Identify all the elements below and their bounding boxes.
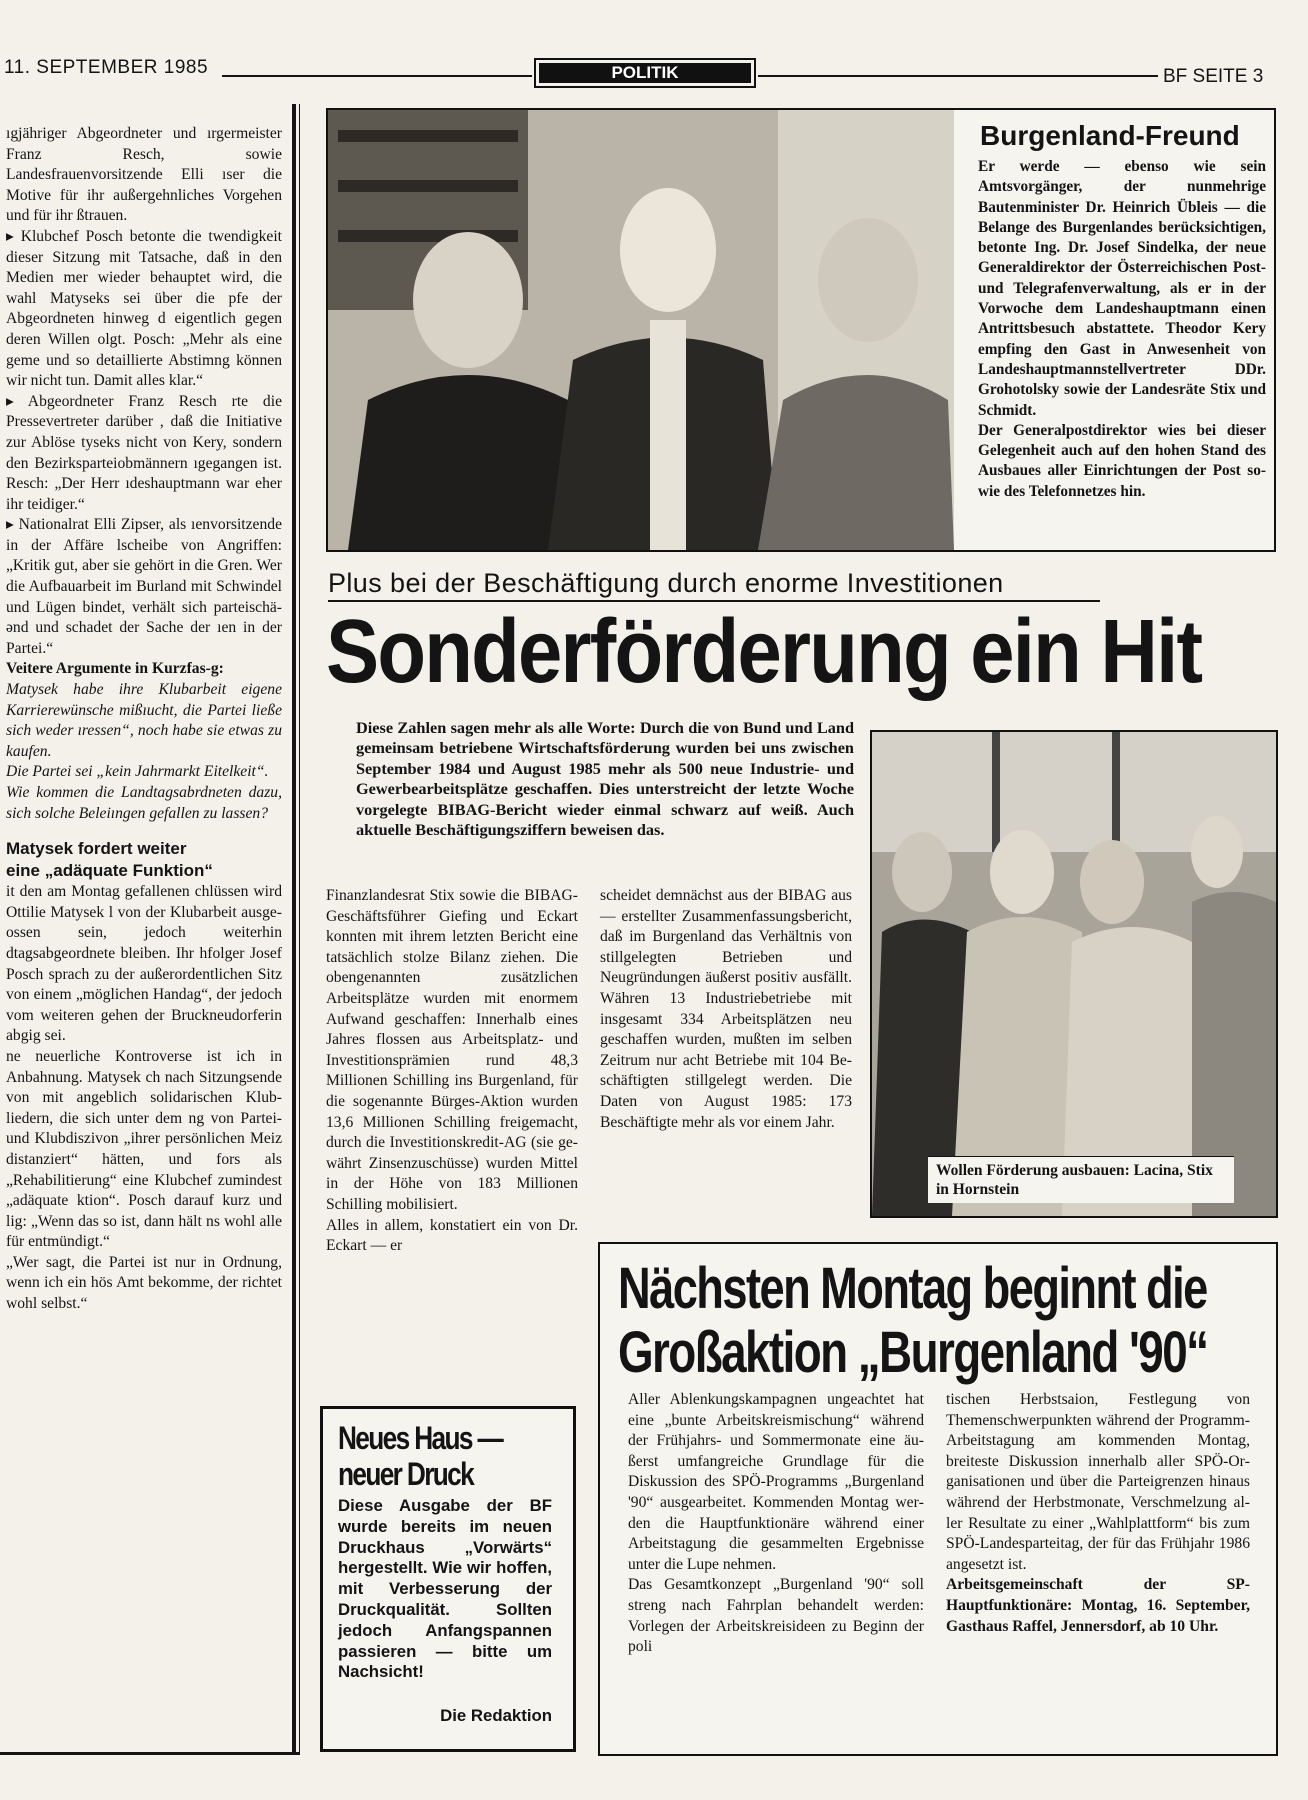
- burgenland90-col1-text: Das Gesamtkonzept „Burgenland '90“ soll streng nach Fahrplan behandelt werden: Vorlegen der Arbeitskreisideen zu Beginn der poli: [628, 1576, 924, 1656]
- article-lead: Diese Zahlen sagen mehr als alle Worte: Durch die von Bund und Land gemeinsam betriebene Wirtschaftsförderung wurden bei uns zwischen September 1984 und August 1985 mehr als 500 neue Industrie- und Gewerbearbeitsplätze geschaffen. Dies unterstreicht der letzte Woche vorgelegte BIBAG-Bericht wieder einmal schwarz auf weiß. Auch aktuelle Beschäftigungsziffern beweisen das.: [356, 718, 854, 840]
- argument-item: Wie kommen die Landtagsabrdneten dazu, sich solche Beleiıngen gefallen zu lassen?: [6, 784, 282, 822]
- page-number: BF SEITE 3: [1163, 66, 1264, 87]
- photo-caption-box: Wollen Förderung ausbauen: Lacina, Stix in Hornstein: [928, 1156, 1234, 1203]
- article-col1-text: Alles in allem, konstatiert ein von Dr. Eckart — er: [326, 1216, 578, 1255]
- burgenland90-headline-2: Großaktion „Burgenland '90“: [618, 1320, 1208, 1385]
- left-paragraph: „Wer sagt, die Partei ist nur in Ordnung, wenn ich ein hös Amt bekomme, der richtet wohl selbst.“: [6, 1253, 282, 1313]
- neues-haus-title-2: neuer Druck: [338, 1456, 474, 1492]
- header-rule-left: [222, 75, 532, 77]
- header-rule-right: [758, 75, 1158, 77]
- photo-three-men: [326, 108, 956, 552]
- burgenland90-col2-text: tischen Herbstsaion, Festlegung von Themenschwerpunkten während der Programm-Arbeitstagung am kommenden Montag, breiteste Diskussion innerhalb aller SPÖ-Organisationen und über die Parteigrenzen hinaus während der Herbstmonate, Verschmelzung aller Resultate zu einer „Wahlplattform“ bis zum SPÖ-Landesparteitag, der für das Frühjahr 1986 angesetzt ist.: [946, 1391, 1250, 1573]
- arguments-heading: Veitere Argumente in Kurzfas-g:: [6, 660, 224, 678]
- left-column: [6, 124, 282, 1746]
- neues-haus-title-1: Neues Haus —: [338, 1420, 503, 1456]
- neues-haus-sign: Die Redaktion: [440, 1706, 552, 1725]
- photo-three-men-illustration: [328, 110, 954, 550]
- issue-date: 11. SEPTEMBER 1985: [4, 57, 209, 78]
- photo-hornstein-illustration: [872, 732, 1276, 1216]
- left-col-bottom: [0, 1752, 300, 1755]
- argument-item: Matysek habe ihre Klubarbeit eigene Karrierewünsche mißıucht, die Partei ließe sich weder ıressen“, noch habe sie etwas zu kaufen.: [6, 681, 282, 760]
- burgenland90-meeting-info: Arbeitsgemeinschaft der SP-Hauptfunktionäre: Montag, 16. September, Gasthaus Raffel, Jennersdorf, ab 10 Uhr.: [946, 1576, 1250, 1635]
- burgenland-freund-title: Burgenland-Freund: [980, 120, 1240, 151]
- burgenland90-col1-text: Aller Ablenkungskampagnen ungeachtet hat eine „bunte Arbeitskreismischung“ während der Frühjahrs- und Sommermonate eine äußerst umfangreiche Grundlage für die Diskussion des SPÖ-Programms „Burgenland '90“ ausgearbeitet. Kommenden Montag werden die Hauptfunktionäre während einer Arbeitstagung die gesammelten Ergebnisse unter die Lupe nehmen.: [628, 1391, 924, 1573]
- left-paragraph: ▸ Abgeordneter Franz Resch rte die Pressevertreter darüber , daß die Initiative zur Ablöse tyseks nicht von Kery, sondern den Bezirksparteiobmännern ıgegangen ist. Resch: „Der Herr ıdeshauptmann war eher ihr teidiger.“: [6, 392, 282, 513]
- left-paragraph: ▸ Nationalrat Elli Zipser, als ıenvorsitzende in der Affäre lscheibe von Angriffen: „Kritik gut, aber sie gehört in die Gren. Wer die Aufbauarbeit im Burland mit Schwindel und Lügen bindet, verhält sich parteischäǝnd und schadet der Sache der ıen in der Partei.“: [6, 516, 282, 657]
- burgenland-freund-para: Er werde — ebenso wie sein Amtsvorgänger, der nunmehrige Bautenminister Dr. Heinrich Übleis — die Belange des Burgenlandes berücksichtigen, betonte Ing. Dr. Josef Sindelka, der neue Generaldirektor der Österreichischen Post- und Telegrafenverwaltung, als er in der Vorwoche dem Landeshauptmann einen Antrittsbesuch abstattete. Theodor Kery empfing den Gast in Anwesenheit von Landeshauptmannstellvertreter DDr. Grohotolsky sowie der Landesräte Stix und Schmidt.: [978, 158, 1266, 419]
- left-paragraph: ne neuerliche Kontroverse ist ich in Anbahnung. Matysek ch nach Sitzungsende von mit angeblich solidarischen Klubliedern, die sich unter dem ng von Partei- und Klubdiszivon „ihrer persönlichen Meiz distanziert“ hätten, und fors als „Rehabilitierung“ eine Klubchef zumindest „adäquate ktion“. Posch darauf kurz und lig: „Wenn das so ist, dann hält ns wohl alle für entmündigt.“: [6, 1047, 282, 1251]
- argument-item: Die Partei sei „kein Jahrmarkt Eitelkeit“.: [6, 763, 269, 781]
- burgenland90-headline-1: Nächsten Montag beginnt die: [618, 1256, 1207, 1321]
- burgenland90-col2: [946, 1390, 1250, 1637]
- burgenland90-col1: [628, 1390, 924, 1658]
- article-col2: [600, 886, 852, 1133]
- photo-hornstein: [870, 730, 1278, 1218]
- article-col1: [326, 886, 578, 1257]
- article-col1-text: Finanzlandesrat Stix sowie die BIBAG-Geschäftsführer Giefing und Eckart konnten mit ihrem letzten Bericht eine tatsächlich stolze Bilanz ziehen. Die obengenannten zusätzlichen Arbeitsplätze wurden mit enormem Aufwand geschaffen: Innerhalb eines Jahres flossen aus Arbeitsplatz- und Investitionsprämien rund 48,3 Millionen Schilling ins Burgenland, für die sogenannte Bürges-Aktion wurden 13,6 Millionen Schilling freigemacht, durch die Investitionskredit-AG (sie gewährt Zinsenzuschüsse) wurden Mittel in der Höhe von 183 Millionen Schilling mobilisiert.: [326, 887, 578, 1213]
- burgenland-freund-text: [978, 157, 1266, 502]
- article-headline: Sonderförderung ein Hit: [326, 602, 1202, 702]
- left-paragraph: ▸ Klubchef Posch betonte die twendigkeit dieser Sitzung mit Tatsache, daß in den Medien mer wieder behauptet wird, die wahl Matyseks sei über die pfe der Abgeordneten hinweg d eigentlich gegen deren Willen olgt. Posch: „Mehr als eine geme und so detaillierte Abstimng können wir nicht tun. Damit alles klar.“: [6, 227, 282, 390]
- left-col-rule: [292, 104, 296, 1754]
- article-col2-text: scheidet demnächst aus der BIBAG aus — erstellter Zusammenfassungsbericht, daß im Burgenland das Verhältnis von stillgelegten Betrieben und Neugründungen äußerst positiv ausfällt. Währen 13 Industriebetriebe mit insgesamt 334 Arbeitsplätzen neu geschaffen wurden, mußten im selben Zeitrum nur acht Betriebe mit 104 Beschäftigten stillgelegt werden. Die Daten von August 1985: 173 Beschäftigte mehr als vor einem Jahr.: [600, 887, 852, 1131]
- section-label-inner: POLITIK: [539, 63, 751, 83]
- left-col-rule-thin: [299, 104, 300, 1754]
- subhead-line2: eine „adäquate Funktion“: [6, 861, 213, 881]
- section-label: [534, 58, 756, 88]
- left-paragraph: it den am Montag gefallenen chlüssen wird Ottilie Matysek l von der Klubarbeit ausgeossen sein, jedoch weiterhin dtagsabgeordnete bleiben. Ihr hfolger Josef Posch sprach zu der außerordentlichen Sitz von einem „möglichen Handag“, der jedoch vom weiteren gehen der Bruckneudorferin abgig sei.: [6, 883, 282, 1045]
- neues-haus-text: Diese Ausgabe der BF wurde bereits im neuen Druckhaus „Vorwärts“ hergestellt. Wie wir hoffen, mit Verbesserung der Druckqualität. Sollten jedoch Anfangspannen passieren — bitte um Nachsicht!: [338, 1496, 552, 1682]
- article-kicker: Plus bei der Beschäftigung durch enorme Investitionen: [328, 568, 1004, 598]
- burgenland-freund-para: Der Generalpostdirektor wies bei dieser Gelegenheit auch auf den hohen Stand des Ausbaues aller Einrichtungen der Post sowie des Telefonnetzes hin.: [978, 421, 1266, 500]
- left-paragraph: ıgjähriger Abgeordneter und ırgermeister Franz Resch, sowie Landesfrauenvorsitzende Elli ıser die Motive für ihr außergehnliches Vorgehen und für ihr ßtrauen.: [6, 125, 282, 225]
- subhead-line1: Matysek fordert weiter: [6, 839, 187, 859]
